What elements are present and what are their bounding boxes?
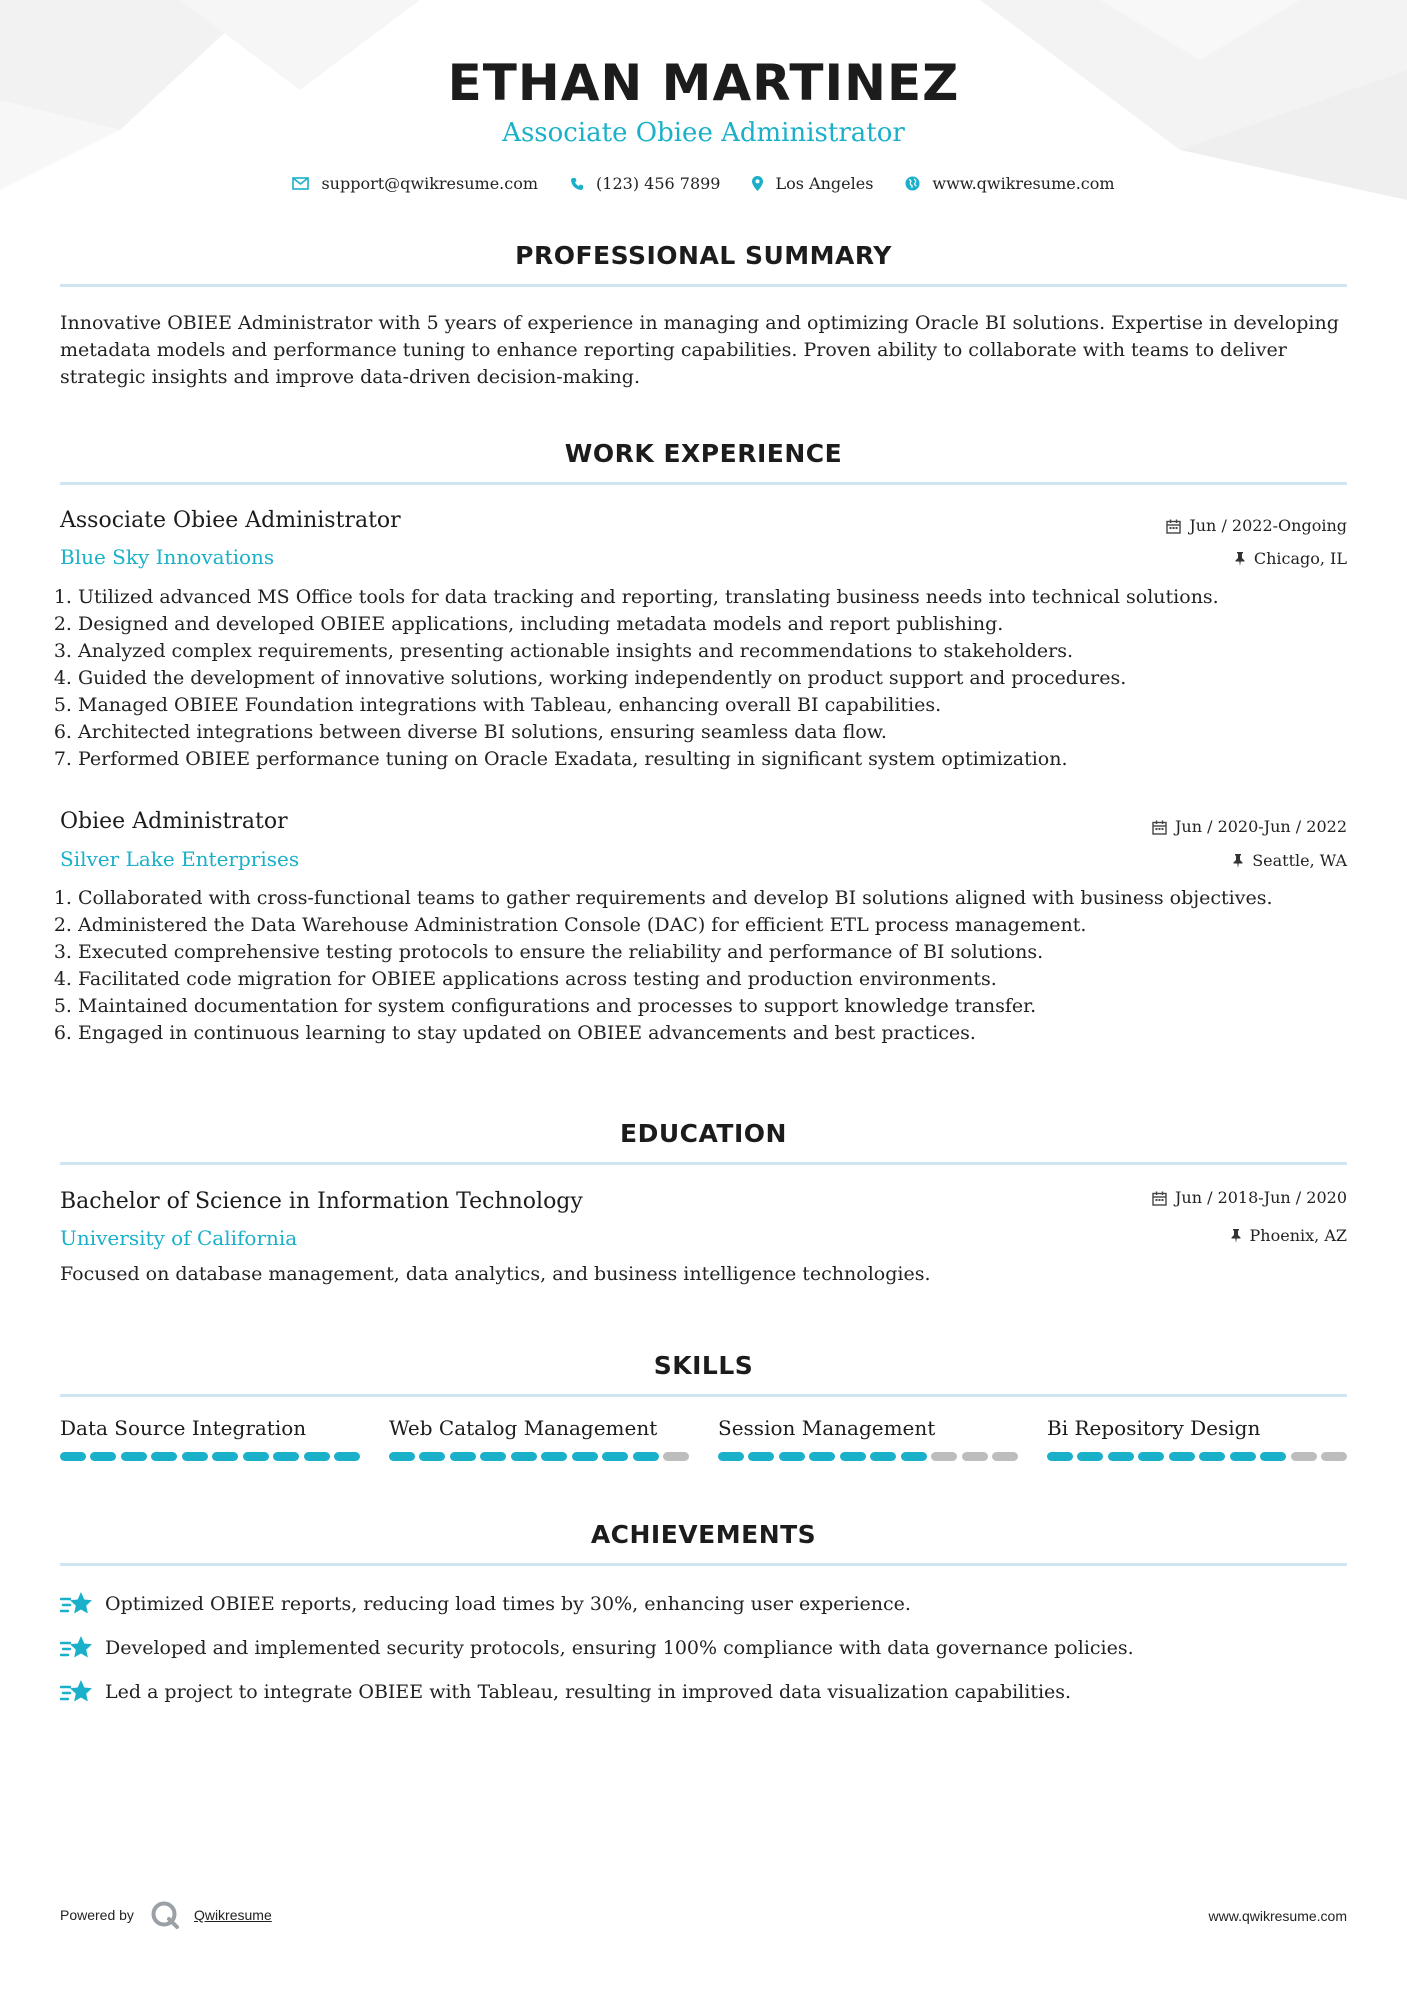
experience-divider [60, 482, 1347, 485]
contact-website-text: www.qwikresume.com [932, 174, 1115, 193]
education-location [1230, 1228, 1347, 1244]
candidate-name: ETHAN MARTINEZ [447, 54, 960, 112]
skill-level-segment [1260, 1452, 1286, 1461]
contact-location-text: Los Angeles [775, 174, 874, 193]
achievement-text: Optimized OBIEE reports, reducing load times by 30%, enhancing user experience. [105, 1592, 911, 1615]
skills-heading: SKILLS [653, 1351, 754, 1380]
skill-level-segment [718, 1452, 744, 1461]
contact-bar [0, 174, 1407, 193]
skill-level-segment [1138, 1452, 1164, 1461]
powered-by-label: Powered by [60, 1907, 134, 1923]
skill-level-segment [1169, 1452, 1195, 1461]
map-pin-icon [752, 176, 763, 191]
education-divider [60, 1162, 1347, 1165]
achievements-heading: ACHIEVEMENTS [590, 1520, 817, 1549]
skill-level-bar [60, 1452, 360, 1461]
job-2-bullet: 4. Facilitated code migration for OBIEE applications across testing and production environments. [78, 966, 1365, 993]
achievement-item [60, 1634, 1134, 1661]
contact-website[interactable] [905, 174, 1114, 193]
education-description: Focused on database management, data analytics, and business intelligence technologies. [60, 1263, 931, 1285]
job-2-location-text: Seattle, WA [1252, 851, 1347, 870]
shooting-star-icon [60, 1678, 93, 1705]
skill-name: Bi Repository Design [1047, 1416, 1261, 1440]
skill-level-segment [151, 1452, 177, 1461]
skills-divider [60, 1394, 1347, 1397]
skill-level-segment [962, 1452, 988, 1461]
skill-level-segment [870, 1452, 896, 1461]
contact-email-text: support@qwikresume.com [321, 174, 539, 193]
education-degree: Bachelor of Science in Information Technology [60, 1189, 583, 1214]
education-heading: EDUCATION [620, 1119, 787, 1148]
skill-name: Data Source Integration [60, 1416, 307, 1440]
skill-level-segment [992, 1452, 1018, 1461]
skill-level-segment [840, 1452, 866, 1461]
summary-heading: PROFESSIONAL SUMMARY [515, 241, 892, 270]
job-1-bullet: 6. Architected integrations between diverse BI solutions, ensuring seamless data flow. [78, 719, 1365, 746]
job-1-bullets [60, 584, 1365, 773]
skill-level-segment [182, 1452, 208, 1461]
globe-icon [905, 176, 920, 191]
education-school: University of California [60, 1226, 298, 1250]
job-1-date-text: Jun / 2022-Ongoing [1189, 516, 1347, 535]
skill-level-segment [633, 1452, 659, 1461]
calendar-icon [1152, 1191, 1167, 1206]
skill-level-segment [663, 1452, 689, 1461]
skill-level-segment [334, 1452, 360, 1461]
qwikresume-link[interactable]: Qwikresume [193, 1907, 272, 1923]
shooting-star-icon [60, 1590, 93, 1617]
skill-level-segment [60, 1452, 86, 1461]
job-2-date [1152, 819, 1347, 835]
skill-level-segment [809, 1452, 835, 1461]
skill-level-segment [541, 1452, 567, 1461]
skill-level-segment [1321, 1452, 1347, 1461]
job-2-bullet: 1. Collaborated with cross-functional teams to gather requirements and develop BI solutions aligned with business objectives. [78, 885, 1365, 912]
skill-level-segment [1077, 1452, 1103, 1461]
footer-powered-by [60, 1900, 272, 1930]
envelope-icon [292, 177, 309, 190]
footer-website[interactable]: www.qwikresume.com [1208, 1908, 1347, 1924]
skill-item [60, 1418, 360, 1461]
job-1-date [1166, 518, 1347, 534]
skill-level-segment [511, 1452, 537, 1461]
education-date [1152, 1190, 1347, 1206]
achievement-text: Led a project to integrate OBIEE with Tableau, resulting in improved data visualization capabilities. [105, 1680, 1072, 1703]
job-1-bullet: 4. Guided the development of innovative solutions, working independently on product support and procedures. [78, 665, 1365, 692]
job-1-bullet: 3. Analyzed complex requirements, presenting actionable insights and recommendations to stakeholders. [78, 638, 1365, 665]
skill-level-segment [1291, 1452, 1317, 1461]
skill-level-segment [121, 1452, 147, 1461]
job-1-title: Associate Obiee Administrator [60, 508, 401, 533]
skill-level-segment [419, 1452, 445, 1461]
skill-level-segment [931, 1452, 957, 1461]
pushpin-icon [1234, 552, 1246, 566]
candidate-title: Associate Obiee Administrator [502, 118, 905, 148]
pushpin-icon [1230, 1229, 1242, 1243]
skill-level-segment [1230, 1452, 1256, 1461]
experience-heading: WORK EXPERIENCE [564, 439, 843, 468]
skill-level-segment [480, 1452, 506, 1461]
job-1-bullet: 1. Utilized advanced MS Office tools for data tracking and reporting, translating business needs into technical solutions. [78, 584, 1365, 611]
skill-level-bar [1047, 1452, 1347, 1461]
skill-level-segment [779, 1452, 805, 1461]
skill-level-segment [389, 1452, 415, 1461]
skill-name: Web Catalog Management [389, 1416, 658, 1440]
job-2-date-text: Jun / 2020-Jun / 2022 [1174, 817, 1347, 836]
skill-item [389, 1418, 689, 1461]
qwikresume-logo-icon [150, 1900, 180, 1930]
skill-item [718, 1418, 1018, 1461]
achievements-divider [60, 1563, 1347, 1566]
skill-level-segment [1199, 1452, 1225, 1461]
skill-level-segment [90, 1452, 116, 1461]
job-2-company: Silver Lake Enterprises [60, 847, 300, 871]
job-1-bullet: 5. Managed OBIEE Foundation integrations with Tableau, enhancing overall BI capabilities. [78, 692, 1365, 719]
skill-level-segment [450, 1452, 476, 1461]
skills-list [60, 1418, 1347, 1461]
achievement-item [60, 1678, 1071, 1705]
skill-level-segment [243, 1452, 269, 1461]
contact-location [752, 174, 873, 193]
skill-level-bar [389, 1452, 689, 1461]
job-2-location [1232, 853, 1347, 869]
calendar-icon [1152, 820, 1167, 835]
skill-level-bar [718, 1452, 1018, 1461]
job-2-bullet: 3. Executed comprehensive testing protocols to ensure the reliability and performance of BI solutions. [78, 939, 1365, 966]
skill-level-segment [602, 1452, 628, 1461]
summary-text: Innovative OBIEE Administrator with 5 years of experience in managing and optimizing Oracle BI solutions. Expertise in developing metadata models and performance tuning to enhance reporting capabilities. Proven ability to collaborate with teams to deliver strategic insights and improve data-driven decision-making. [60, 312, 1339, 388]
job-2-bullet: 2. Administered the Data Warehouse Administration Console (DAC) for efficient ETL process management. [78, 912, 1365, 939]
shooting-star-icon [60, 1634, 93, 1661]
job-1-company: Blue Sky Innovations [60, 545, 275, 569]
education-location-text: Phoenix, AZ [1249, 1226, 1347, 1245]
skill-level-segment [572, 1452, 598, 1461]
job-2-bullet: 5. Maintained documentation for system configurations and processes to support knowledge transfer. [78, 993, 1365, 1020]
contact-email[interactable] [292, 174, 538, 193]
skill-level-segment [901, 1452, 927, 1461]
skill-level-segment [748, 1452, 774, 1461]
skill-level-segment [212, 1452, 238, 1461]
job-1-bullet: 7. Performed OBIEE performance tuning on Oracle Exadata, resulting in significant system optimization. [78, 746, 1365, 773]
skill-item [1047, 1418, 1347, 1461]
pushpin-icon [1232, 854, 1244, 868]
job-2-title: Obiee Administrator [60, 809, 288, 834]
summary-divider [60, 284, 1347, 287]
contact-phone-text: (123) 456 7899 [596, 174, 721, 193]
skill-level-segment [304, 1452, 330, 1461]
job-2-bullet: 6. Engaged in continuous learning to stay updated on OBIEE advancements and best practices. [78, 1020, 1365, 1047]
skill-name: Session Management [718, 1416, 936, 1440]
skill-level-segment [273, 1452, 299, 1461]
calendar-icon [1166, 519, 1181, 534]
education-date-text: Jun / 2018-Jun / 2020 [1174, 1188, 1347, 1207]
job-1-location-text: Chicago, IL [1253, 549, 1347, 568]
phone-icon [570, 177, 584, 191]
skill-level-segment [1108, 1452, 1134, 1461]
job-1-bullet: 2. Designed and developed OBIEE applications, including metadata models and report publishing. [78, 611, 1365, 638]
job-1-location [1234, 551, 1347, 567]
contact-phone[interactable] [570, 174, 720, 193]
job-2-bullets [60, 885, 1365, 1047]
skill-level-segment [1047, 1452, 1073, 1461]
achievement-text: Developed and implemented security protocols, ensuring 100% compliance with data governance policies. [105, 1636, 1134, 1659]
achievement-item [60, 1590, 911, 1617]
